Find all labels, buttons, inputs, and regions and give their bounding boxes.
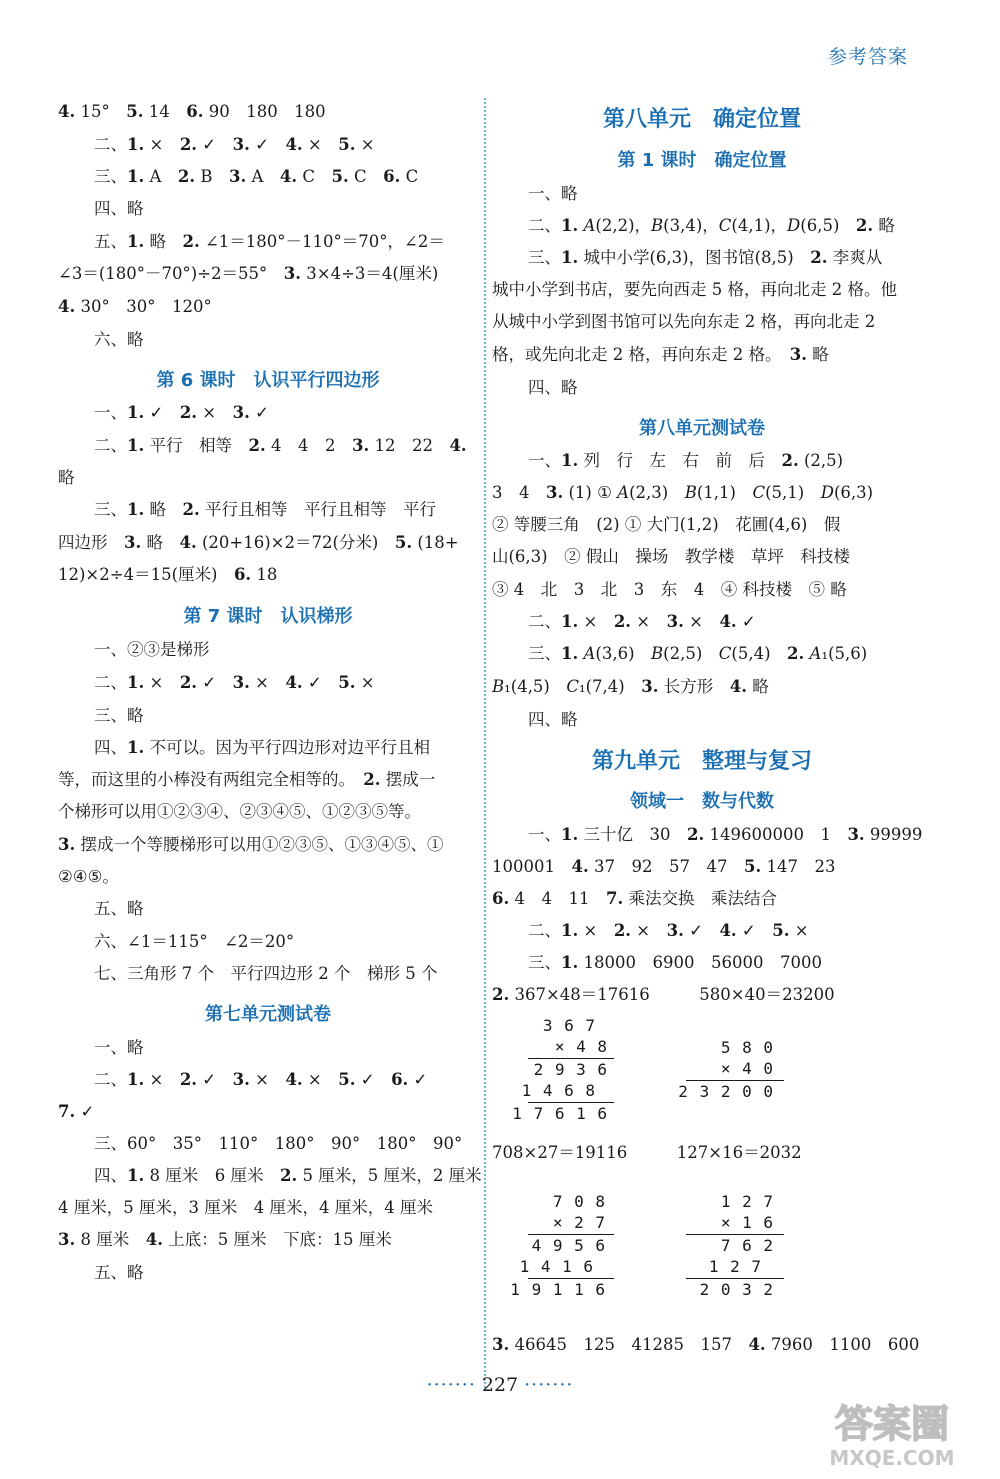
answer-line: 3. 摆成一个等腰梯形可以用①②③⑤、①③④⑤、① (58, 835, 444, 854)
calc-rule (686, 1080, 784, 1081)
calc-367x48 (512, 1016, 618, 1128)
calc-rule (528, 1278, 614, 1279)
calc-row: 7 0 8 (552, 1192, 606, 1211)
answer-line: 一、1. 列 行 左 右 前 后 2. (2,5) (528, 451, 844, 470)
calc-row: 1 2 7 (720, 1192, 774, 1211)
answer-line: 四边形 3. 略 4. (20+16)×2＝72(分米) 5. (18+ (58, 533, 459, 552)
answer-line: 四、1. 8 厘米 6 厘米 2. 5 厘米，5 厘米，2 厘米 (94, 1166, 482, 1185)
section-heading: 第七单元测试卷 (205, 1004, 331, 1025)
calc-row: 5 8 0 (720, 1038, 774, 1057)
answer-line: 四、略 (94, 199, 144, 218)
answer-line: 100001 4. 37 92 57 47 5. 147 23 (492, 857, 836, 876)
answer-line: 四、略 (528, 710, 578, 729)
answer-line: 3 4 3. (1) ① A(2,3) B(1,1) C(5,1) D(6,3) (492, 483, 874, 502)
calc-row: 1 9 1 1 6 (510, 1280, 606, 1299)
answer-line: 格，或先向北走 2 格，再向东走 2 格。 3. 略 (492, 345, 829, 364)
answer-line: ③ 4 北 3 北 3 东 4 ④ 科技楼 ⑤ 略 (492, 580, 847, 599)
answer-line: 二、1. 平行 相等 2. 4 4 2 3. 12 22 4. (94, 436, 467, 455)
calc-row: 1 4 6 8 (521, 1081, 596, 1100)
answer-line: B₁(4,5) C₁(7,4) 3. 长方形 4. 略 (492, 677, 769, 696)
answer-line: 六、∠1＝115° ∠2＝20° (94, 932, 295, 951)
answer-line: 个梯形可以用①②③④、②③④⑤、①②③⑤等。 (58, 802, 421, 821)
answer-line: 4. 30° 30° 120° (58, 297, 212, 316)
answer-line: 一、②③是梯形 (94, 640, 210, 659)
calc-row: × 1 6 (720, 1213, 774, 1232)
calc-row: × 2 7 (552, 1213, 606, 1232)
calc-127x16 (686, 1192, 786, 1304)
page-header-answers: 参考答案 (827, 46, 908, 68)
answer-line: 二、1. × 2. ✓ 3. × 4. ✓ 5. × (94, 673, 375, 692)
answer-line: 一、1. 三十亿 30 2. 149600000 1 3. 99999 (528, 825, 923, 844)
answer-line: 一、略 (528, 184, 578, 203)
answer-line: 七、三角形 7 个 平行四边形 2 个 梯形 5 个 (94, 964, 438, 983)
answer-line: ②④⑤。 (58, 867, 119, 886)
answer-line: 三、1. 18000 6900 56000 7000 (528, 953, 822, 972)
answer-line: 城中小学到书店，要先向西走 5 格，再向北走 2 格。他 (492, 280, 897, 299)
calc-row: 7 6 2 (720, 1236, 774, 1255)
calc-row: × 4 8 (554, 1037, 608, 1056)
column-divider (484, 98, 486, 1388)
answer-line: 三、略 (94, 706, 144, 725)
answer-line: 五、1. 略 2. ∠1＝180°－110°＝70°，∠2＝ (94, 232, 445, 251)
calc-580x40 (678, 1038, 786, 1108)
section-heading: 第 6 课时 认识平行四边形 (156, 370, 380, 391)
watermark-logo (792, 1393, 992, 1473)
calc-row: 2 0 3 2 (699, 1280, 774, 1299)
answer-line: 二、1. × 2. × 3. ✓ 4. ✓ 5. × (528, 921, 809, 940)
answer-line: 三、1. A 2. B 3. A 4. C 5. C 6. C (94, 167, 419, 186)
answer-line: 等，而这里的小棒没有两组完全相等的。 2. 摆成一 (58, 770, 436, 789)
answer-line: 三、60° 35° 110° 180° 90° 180° 90° (94, 1134, 463, 1153)
answer-line: 三、1. 略 2. 平行且相等 平行且相等 平行 (94, 500, 436, 519)
section-heading: 第九单元 整理与复习 (591, 749, 812, 774)
calc-rule (686, 1278, 784, 1279)
calc-rule (528, 1058, 614, 1059)
answer-line: 708×27＝19116 127×16＝2032 (492, 1143, 802, 1162)
footer-dots-left: ······· (426, 1374, 476, 1396)
calc-row: 4 9 5 6 (531, 1236, 606, 1255)
answer-line: 三、1. 城中小学(6,3)，图书馆(8,5) 2. 李爽从 (528, 248, 883, 267)
answer-line: 三、1. A(3,6) B(2,5) C(5,4) 2. A₁(5,6) (528, 644, 868, 663)
answer-line: 6. 4 4 11 7. 乘法交换 乘法结合 (492, 889, 777, 908)
page-number: 227 (481, 1374, 519, 1396)
section-heading: 第 1 课时 确定位置 (617, 150, 787, 171)
answer-line: 二、1. A(2,2)，B(3,4)，C(4,1)，D(6,5) 2. 略 (528, 216, 895, 235)
answer-line: 二、1. × 2. ✓ 3. × 4. × 5. ✓ 6. ✓ (94, 1070, 428, 1089)
answer-line: 3. 8 厘米 4. 上底：5 厘米 下底：15 厘米 (58, 1230, 392, 1249)
answer-line: 4. 15° 5. 14 6. 90 180 180 (58, 102, 326, 121)
svg-text:MXQE.COM: MXQE.COM (829, 1446, 955, 1470)
section-heading: 第 7 课时 认识梯形 (183, 606, 353, 627)
answer-line: 从城中小学到图书馆可以先向东走 2 格，再向北走 2 (492, 312, 876, 331)
answer-line: 7. ✓ (58, 1102, 95, 1121)
calc-row: 1 7 6 1 6 (512, 1104, 608, 1123)
answer-line: 六、略 (94, 330, 144, 349)
answer-line: 二、1. × 2. ✓ 3. ✓ 4. × 5. × (94, 135, 375, 154)
calc-row: 2 9 3 6 (533, 1060, 608, 1079)
answer-line: 山(6,3) ② 假山 操场 教学楼 草坪 科技楼 (492, 547, 850, 566)
answer-line: 一、1. ✓ 2. × 3. ✓ (94, 403, 269, 422)
answer-line: 12)×2÷4＝15(厘米) 6. 18 (58, 565, 278, 584)
section-heading: 第八单元测试卷 (639, 418, 765, 439)
calc-rule (528, 1102, 614, 1103)
calc-row: × 4 0 (720, 1059, 774, 1078)
answer-line: 四、1. 不可以。因为平行四边形对边平行且相 (94, 738, 430, 757)
calc-rule (528, 1234, 614, 1235)
calc-row: 1 2 7 (708, 1257, 762, 1276)
calc-row: 1 4 1 6 (519, 1257, 594, 1276)
answer-line: 2. 367×48＝17616 580×40＝23200 (492, 985, 835, 1004)
calc-708x27 (510, 1192, 618, 1304)
answer-line: ∠3＝(180°－70°)÷2＝55° 3. 3×4÷3＝4(厘米) (58, 264, 439, 283)
answer-line: 四、略 (528, 378, 578, 397)
section-heading: 领域一 数与代数 (630, 791, 774, 812)
calc-row: 3 6 7 (542, 1016, 596, 1035)
calc-rule (686, 1234, 784, 1235)
answer-line: 4 厘米，5 厘米，3 厘米 4 厘米，4 厘米，4 厘米 (58, 1198, 433, 1217)
answer-line: ② 等腰三角 (2) ① 大门(1,2) 花圃(4,6) 假 (492, 515, 841, 534)
answer-line: 五、略 (94, 899, 144, 918)
svg-text:答案圈: 答案圈 (834, 1402, 950, 1446)
answer-line: 五、略 (94, 1263, 144, 1282)
answer-line: 一、略 (94, 1038, 144, 1057)
answer-line: 略 (58, 468, 75, 487)
footer-dots-right: ······· (524, 1374, 574, 1396)
answer-line: 3. 46645 125 41285 157 4. 7960 1100 600 (492, 1335, 920, 1354)
calc-row: 2 3 2 0 0 (678, 1082, 774, 1101)
answer-line: 二、1. × 2. × 3. × 4. ✓ (528, 612, 756, 631)
section-heading: 第八单元 确定位置 (602, 107, 801, 132)
